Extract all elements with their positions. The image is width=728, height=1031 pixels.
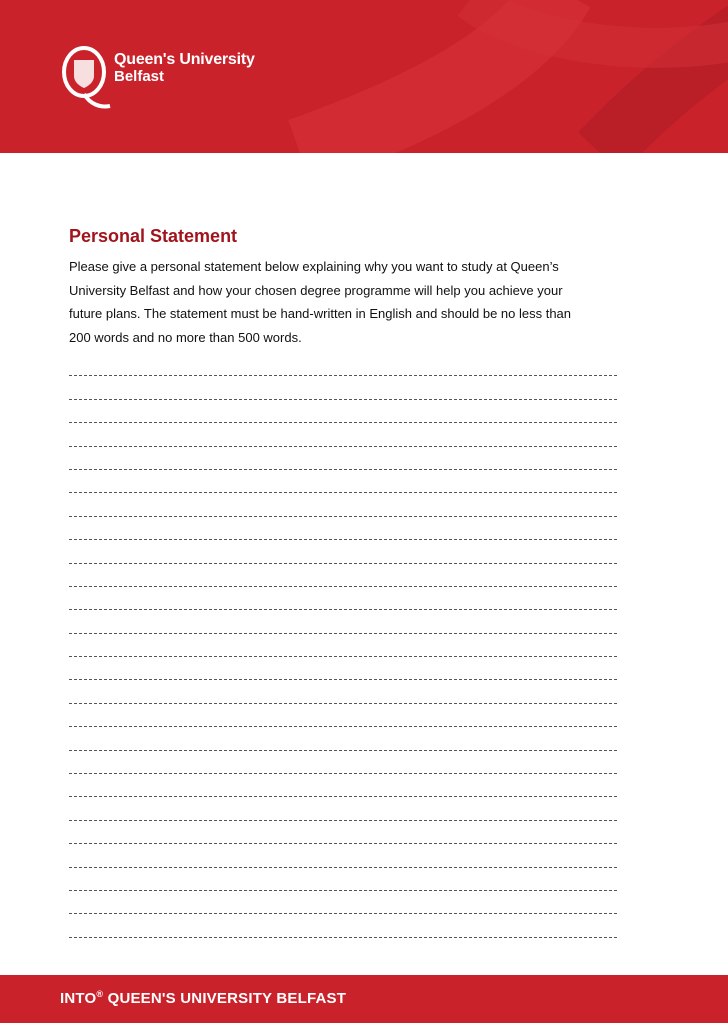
writing-line[interactable] (69, 914, 617, 937)
writing-line[interactable] (69, 657, 617, 680)
logo-city-name: Belfast (114, 68, 165, 85)
instruction-line: University Belfast and how your chosen degree programme will help you achieve your (69, 282, 563, 298)
writing-line[interactable] (69, 400, 617, 423)
university-logo (60, 42, 260, 114)
writing-line[interactable] (69, 587, 617, 610)
writing-line[interactable] (69, 610, 617, 633)
logo-university-name: Queen's University (114, 51, 255, 68)
writing-line[interactable] (69, 353, 617, 376)
writing-line[interactable] (69, 423, 617, 446)
writing-line[interactable] (69, 376, 617, 399)
crest-q-icon (60, 42, 112, 114)
writing-line[interactable] (69, 493, 617, 516)
writing-line[interactable] (69, 821, 617, 844)
instructions (69, 255, 629, 349)
page-title: Personal Statement (69, 226, 238, 246)
writing-line[interactable] (69, 751, 617, 774)
writing-line[interactable] (69, 797, 617, 820)
writing-line[interactable] (69, 868, 617, 891)
footer-banner (0, 975, 728, 1023)
footer-university: QUEEN'S UNIVERSITY BELFAST (103, 990, 347, 1007)
writing-lines (69, 353, 617, 938)
instruction-line: Please give a personal statement below explaining why you want to study at Queen’s (69, 259, 559, 274)
header-banner (0, 0, 728, 153)
writing-line[interactable] (69, 447, 617, 470)
writing-line[interactable] (69, 727, 617, 750)
writing-line[interactable] (69, 704, 617, 727)
writing-line[interactable] (69, 540, 617, 563)
writing-line[interactable] (69, 774, 617, 797)
writing-line[interactable] (69, 634, 617, 657)
registered-mark: ® (96, 989, 104, 999)
footer-into: INTO (60, 990, 97, 1007)
writing-line[interactable] (69, 470, 617, 493)
instruction-line: future plans. The statement must be hand-written in English and should be no less than (69, 306, 572, 321)
writing-line[interactable] (69, 517, 617, 540)
writing-line[interactable] (69, 680, 617, 703)
instruction-line: 200 words and no more than 500 words. (69, 329, 302, 345)
footer-brand (60, 989, 346, 1007)
writing-line[interactable] (69, 564, 617, 587)
writing-line[interactable] (69, 891, 617, 914)
writing-line[interactable] (69, 844, 617, 867)
